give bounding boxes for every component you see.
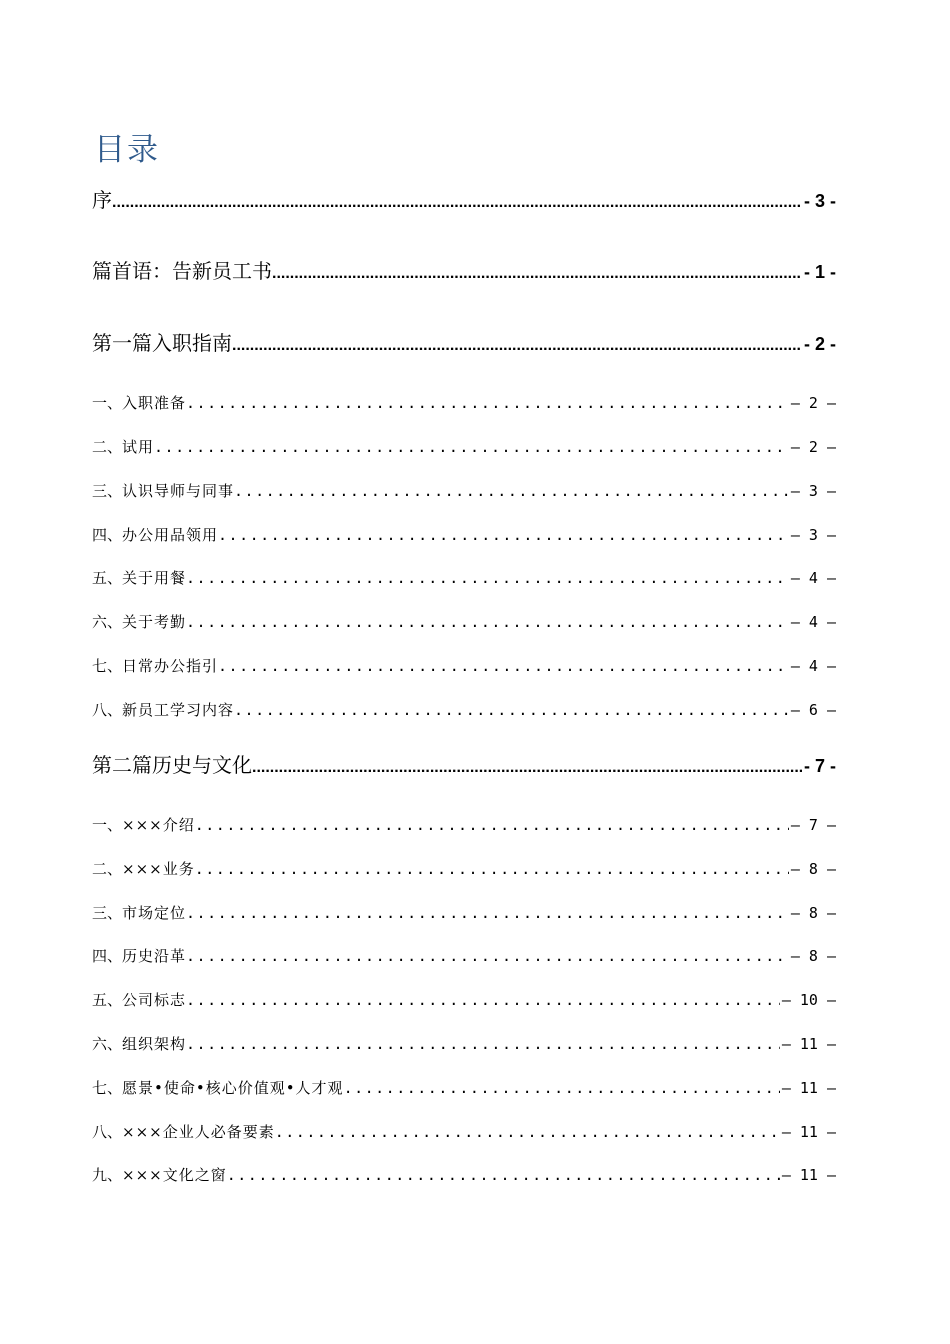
- dot-leader: [227, 1164, 780, 1186]
- toc-entry-minor[interactable]: [92, 480, 836, 502]
- dot-leader: [186, 567, 789, 589]
- toc-entry-label: 第二篇历史与文化: [92, 753, 252, 777]
- toc-entry-number: 八、: [92, 1123, 123, 1141]
- toc-entry-page: – 6 –: [790, 701, 836, 719]
- toc-entry-number: 三、: [92, 482, 123, 500]
- toc-entry-page: – 11 –: [781, 1123, 836, 1141]
- toc-entry-page: – 8 –: [790, 947, 836, 965]
- dot-leader: [186, 1033, 780, 1055]
- toc-entry-label: 试用: [122, 438, 155, 456]
- toc-entry-page: - 2 -: [803, 334, 836, 354]
- toc-entry-label: 第一篇入职指南: [92, 331, 232, 355]
- dot-leader: [218, 655, 789, 677]
- toc-entry-label: 办公用品领用: [122, 526, 219, 544]
- toc-entry-number: 七、: [92, 1079, 123, 1097]
- toc-entry-page: – 11 –: [781, 1079, 836, 1097]
- toc-entry-number: 六、: [92, 1035, 123, 1053]
- toc-entry-number: 四、: [92, 947, 123, 965]
- toc-entry-number: 五、: [92, 569, 123, 587]
- toc-entry-number: 七、: [92, 657, 123, 675]
- toc-entry-minor[interactable]: [92, 1164, 836, 1186]
- toc-entry-number: 八、: [92, 701, 123, 719]
- toc-entry-number: 二、: [92, 438, 123, 456]
- toc-entry-page: – 3 –: [790, 526, 836, 544]
- dot-leader: [232, 332, 802, 360]
- toc-entry-number: 九、: [92, 1166, 123, 1184]
- toc-entry-minor[interactable]: [92, 1077, 836, 1099]
- toc-entry-label: 入职准备: [122, 394, 187, 412]
- toc-entry-page: – 4 –: [790, 569, 836, 587]
- dot-leader: [186, 392, 789, 414]
- toc-entry-label: 日常办公指引: [122, 657, 219, 675]
- dot-leader: [234, 699, 789, 721]
- toc-entry-minor[interactable]: [92, 524, 836, 546]
- toc-entry-label: 序: [92, 188, 112, 212]
- toc-entry-major[interactable]: [92, 257, 836, 288]
- toc-entry-minor[interactable]: [92, 436, 836, 458]
- toc-entry-minor[interactable]: [92, 611, 836, 633]
- toc-entry-label: 认识导师与同事: [122, 482, 235, 500]
- toc-entry-page: – 2 –: [790, 438, 836, 456]
- dot-leader: [252, 754, 802, 782]
- toc-entry-page: – 2 –: [790, 394, 836, 412]
- toc-entry-number: 四、: [92, 526, 123, 544]
- toc-entry-minor[interactable]: [92, 814, 836, 836]
- toc-entry-number: 三、: [92, 904, 123, 922]
- dot-leader: [154, 436, 789, 458]
- toc-entry-number: 五、: [92, 991, 123, 1009]
- dot-leader: [272, 260, 802, 288]
- toc-entry-page: - 3 -: [803, 191, 836, 211]
- toc-entry-page: – 4 –: [790, 657, 836, 675]
- toc-entry-label: 新员工学习内容: [122, 701, 235, 719]
- toc-entry-label: 公司标志: [122, 991, 187, 1009]
- toc-entry-label: ×××文化之窗: [122, 1166, 227, 1184]
- toc-entry-number: 一、: [92, 816, 123, 834]
- toc-entry-page: – 3 –: [790, 482, 836, 500]
- toc-entry-minor[interactable]: [92, 945, 836, 967]
- toc-entry-label: 关于用餐: [122, 569, 187, 587]
- toc-entry-major[interactable]: [92, 751, 836, 782]
- toc-entry-label: 市场定位: [122, 904, 187, 922]
- dot-leader: [234, 480, 789, 502]
- toc-entry-page: – 8 –: [790, 904, 836, 922]
- dot-leader: [275, 1121, 780, 1143]
- dot-leader: [195, 814, 789, 836]
- toc-entry-label: 关于考勤: [122, 613, 187, 631]
- toc-title: 目录: [94, 132, 160, 168]
- dot-leader: [186, 989, 780, 1011]
- toc-entry-minor[interactable]: [92, 567, 836, 589]
- toc-entry-label: ×××业务: [122, 860, 195, 878]
- toc-entry-major[interactable]: [92, 186, 836, 217]
- dot-leader: [112, 189, 802, 217]
- toc-entry-number: 二、: [92, 860, 123, 878]
- toc-entry-number: 六、: [92, 613, 123, 631]
- toc-entry-page: – 11 –: [781, 1035, 836, 1053]
- dot-leader: [344, 1077, 780, 1099]
- toc-entry-label: ×××介绍: [122, 816, 195, 834]
- toc-entry-label: ×××企业人必备要素: [122, 1123, 275, 1141]
- toc-entry-minor[interactable]: [92, 699, 836, 721]
- dot-leader: [186, 945, 789, 967]
- dot-leader: [195, 858, 789, 880]
- toc-entry-label: 篇首语：告新员工书: [92, 259, 272, 283]
- toc-entry-page: – 4 –: [790, 613, 836, 631]
- toc-entry-major[interactable]: [92, 329, 836, 360]
- dot-leader: [186, 902, 789, 924]
- toc-entry-page: – 8 –: [790, 860, 836, 878]
- toc-entry-page: - 7 -: [803, 756, 836, 776]
- toc-entry-page: – 10 –: [781, 991, 836, 1009]
- toc-entry-minor[interactable]: [92, 1121, 836, 1143]
- toc-entry-label: 愿景•使命•核心价值观•人才观: [122, 1079, 344, 1097]
- dot-leader: [218, 524, 789, 546]
- toc-entry-page: – 7 –: [790, 816, 836, 834]
- toc-entry-page: - 1 -: [803, 262, 836, 282]
- toc-entry-minor[interactable]: [92, 858, 836, 880]
- toc-entry-minor[interactable]: [92, 989, 836, 1011]
- toc-entry-minor[interactable]: [92, 1033, 836, 1055]
- dot-leader: [186, 611, 789, 633]
- toc-entry-minor[interactable]: [92, 655, 836, 677]
- toc-entry-minor[interactable]: [92, 392, 836, 414]
- toc-entry-minor[interactable]: [92, 902, 836, 924]
- toc-entry-number: 一、: [92, 394, 123, 412]
- toc-entry-label: 组织架构: [122, 1035, 187, 1053]
- toc-entry-label: 历史沿革: [122, 947, 187, 965]
- toc-entry-page: – 11 –: [781, 1166, 836, 1184]
